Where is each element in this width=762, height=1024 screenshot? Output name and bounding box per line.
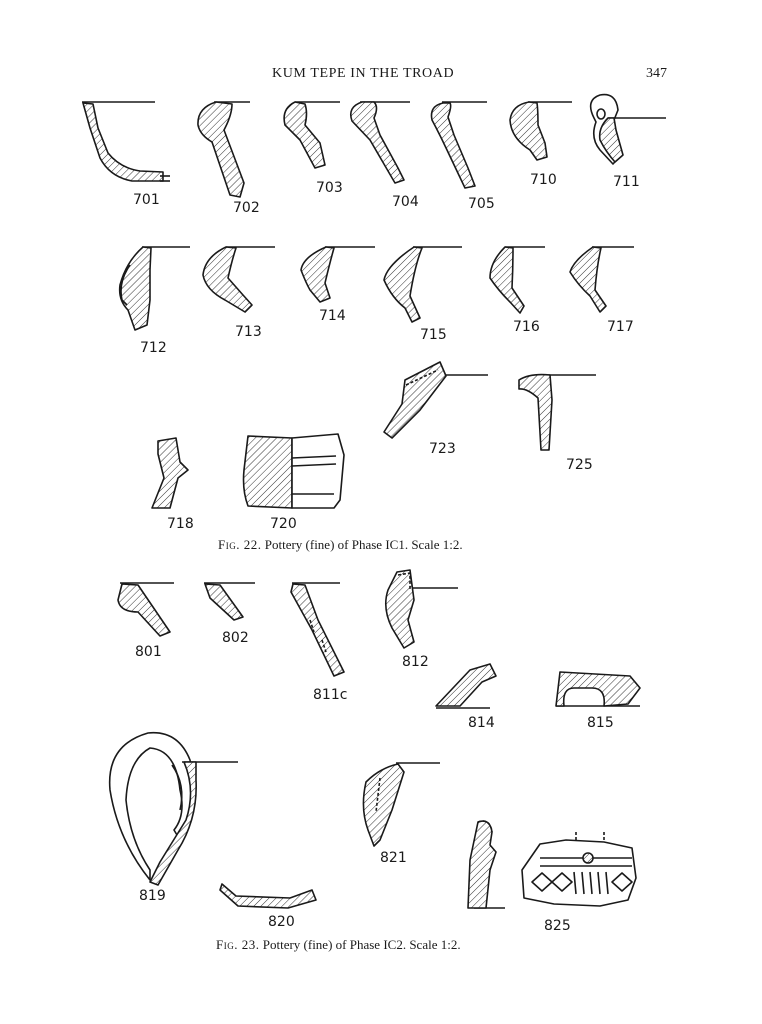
label-715: 715 — [420, 327, 447, 343]
sherd-820 — [220, 884, 316, 908]
label-725: 725 — [566, 457, 593, 473]
label-718: 718 — [167, 516, 194, 532]
sherd-814 — [436, 664, 496, 708]
label-712: 712 — [140, 340, 167, 356]
label-716: 716 — [513, 319, 540, 335]
sherd-705 — [431, 102, 487, 188]
label-704: 704 — [392, 194, 419, 210]
label-701: 701 — [133, 192, 160, 208]
label-714: 714 — [319, 308, 346, 324]
sherd-801 — [118, 583, 174, 636]
label-713: 713 — [235, 324, 262, 340]
label-802: 802 — [222, 630, 249, 646]
sherd-713 — [203, 247, 275, 312]
sherd-720 — [244, 434, 345, 508]
sherd-825-profile — [468, 821, 505, 908]
sherd-811c — [291, 583, 344, 676]
sherd-714 — [301, 247, 375, 302]
sherd-701 — [82, 102, 170, 181]
figure-22-caption-text: Pottery (fine) of Phase IC1. Scale 1:2. — [264, 537, 463, 552]
sherd-703 — [284, 102, 340, 168]
figure-22-caption — [218, 537, 463, 553]
label-811c: 811c — [313, 687, 348, 703]
label-711: 711 — [613, 174, 640, 190]
label-812: 812 — [402, 654, 429, 670]
figure-23-caption-text: Pottery (fine) of Phase IC2. Scale 1:2. — [262, 937, 461, 952]
sherd-710 — [510, 102, 572, 160]
sherd-812 — [386, 570, 458, 648]
label-720: 720 — [270, 516, 297, 532]
label-705: 705 — [468, 196, 495, 212]
figure-22-tag: Fig. 22. — [218, 537, 262, 552]
label-814: 814 — [468, 715, 495, 731]
label-820: 820 — [268, 914, 295, 930]
figure-23-tag: Fig. 23. — [216, 937, 260, 952]
label-702: 702 — [233, 200, 260, 216]
sherd-704 — [351, 102, 410, 183]
sherd-715 — [384, 247, 462, 322]
label-815: 815 — [587, 715, 614, 731]
sherd-821 — [363, 763, 440, 846]
label-801: 801 — [135, 644, 162, 660]
label-723: 723 — [429, 441, 456, 457]
figure-23-caption — [216, 937, 461, 953]
label-717: 717 — [607, 319, 634, 335]
sherd-815 — [556, 672, 640, 706]
label-710: 710 — [530, 172, 557, 188]
sherd-723 — [384, 362, 488, 438]
label-821: 821 — [380, 850, 407, 866]
sherd-717 — [570, 247, 634, 312]
page-number: 347 — [646, 66, 667, 81]
sherd-825-decorated — [522, 832, 636, 906]
label-703: 703 — [316, 180, 343, 196]
sherd-718 — [152, 438, 188, 508]
label-825: 825 — [544, 918, 571, 934]
sherd-819 — [110, 733, 238, 885]
sherd-712 — [120, 247, 190, 330]
sherd-802 — [204, 583, 255, 620]
sherd-702 — [198, 102, 250, 197]
sherd-711 — [591, 95, 666, 164]
running-title: KUM TEPE IN THE TROAD — [272, 66, 455, 81]
sherd-716 — [490, 247, 545, 313]
label-819: 819 — [139, 888, 166, 904]
sherd-725 — [519, 375, 596, 450]
